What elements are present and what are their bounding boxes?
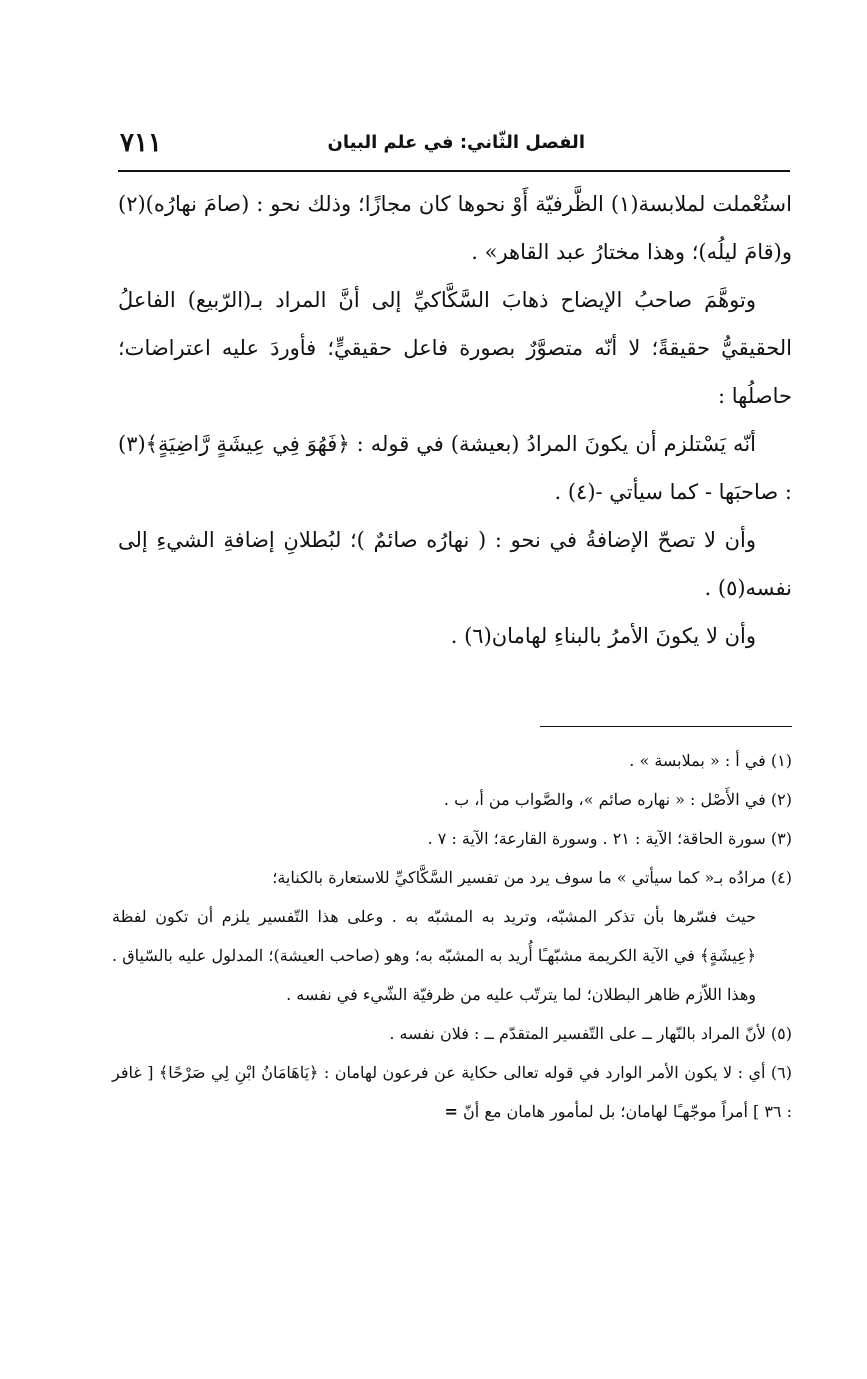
footnote: (١) في أ : « بملابسة » . [629, 751, 792, 770]
paragraph: وتوهَّمَ صاحبُ الإيضاح ذهابَ السَّكَّاكيِّ إلى أنَّ المراد بـ(الرّبيع) الفاعلُ الحقيقيُّ حقيقةً؛ لا أنّه متصوَّرٌ بصورة فاعل حقيقيٍّ؛ فأوردَ عليه اعتراضات؛ حاصلُها : [118, 288, 792, 408]
footnotes [112, 741, 792, 1131]
footnote: (٥) لأنّ المراد بالنّهار ــ على التّفسير المتقدّم ــ : فلان نفسه . [389, 1024, 792, 1043]
chapter-title: الفصل الثّاني: في علم البيان [327, 132, 585, 153]
footnote [112, 1053, 792, 1131]
footnote: (٢) في الأَصْل : « نهاره صائم »، والصَّواب من أ، ب . [443, 790, 792, 809]
page-number: ٧١١ [120, 128, 162, 158]
footnote: (٣) سورة الحاقة؛ الآية : ٢١ . وسورة القارعة؛ الآية : ٧ . [427, 829, 792, 848]
paragraph: استُعْملت لملابسة(١) الظَّرفيّة أَوْ نحوها كان مجازًا؛ وذلك نحو : (صامَ نهارُه)(٢) و(قامَ ليلُه)؛ وهذا مختارُ عبد القاهر» . [118, 192, 792, 264]
paragraph: أنّه يَسْتلزم أن يكونَ المرادُ (بعيشة) في قوله : ﴿فَهُوَ فِي عِيشَةٍ رَّاضِيَةٍ﴾(٣) : صاحبَها - كما سيأتي -(٤) . [118, 432, 792, 504]
main-text [118, 180, 792, 660]
footnote-continuation: حيث فسّرها بأن تذكر المشبّه، وتريد به المشبّه به . وعلى هذا التّفسير يلزم أن تكون لفظة ﴿عِيشَةٍ﴾ في الآية الكريمة مشبّهـًا أُريد به المشبّه به؛ وهو (صاحب العيشة)؛ المدلول عليه بالسّياق . وهذا اللاّزم ظاهر البطلان؛ لما يترتّب عليه من ظرفيّة الشّيء في نفسه . [112, 907, 756, 1004]
running-header [118, 128, 790, 168]
paragraph: وأن لا يكونَ الأمرُ بالبناءِ لهامان(٦) . [450, 624, 756, 648]
footnote-text: (٦) أي : لا يكون الأمر الوارد في قوله تعالى حكاية عن فرعون لهامان : ﴿يَاهَامَانُ ابْنِ لِي صَرْحًا﴾ [ غافر : ٣٦ ] أمراً موجّهـًا لهامان؛ بل لمأمور هامان مع أنّ [112, 1063, 792, 1121]
footnote-separator [540, 726, 792, 727]
footnote: (٤) مرادُه بـ« كما سيأتي » ما سوف يرد من تفسير السَّكَّاكيِّ للاستعارة بالكناية؛ [272, 868, 792, 887]
continuation-mark: = [444, 1102, 458, 1121]
header-rule [118, 170, 790, 172]
paragraph: وأن لا تصحّ الإضافةُ في نحو : ( نهارُه صائمٌ )؛ لبُطلانِ إضافةِ الشيءِ إلى نفسه(٥) . [118, 528, 792, 600]
